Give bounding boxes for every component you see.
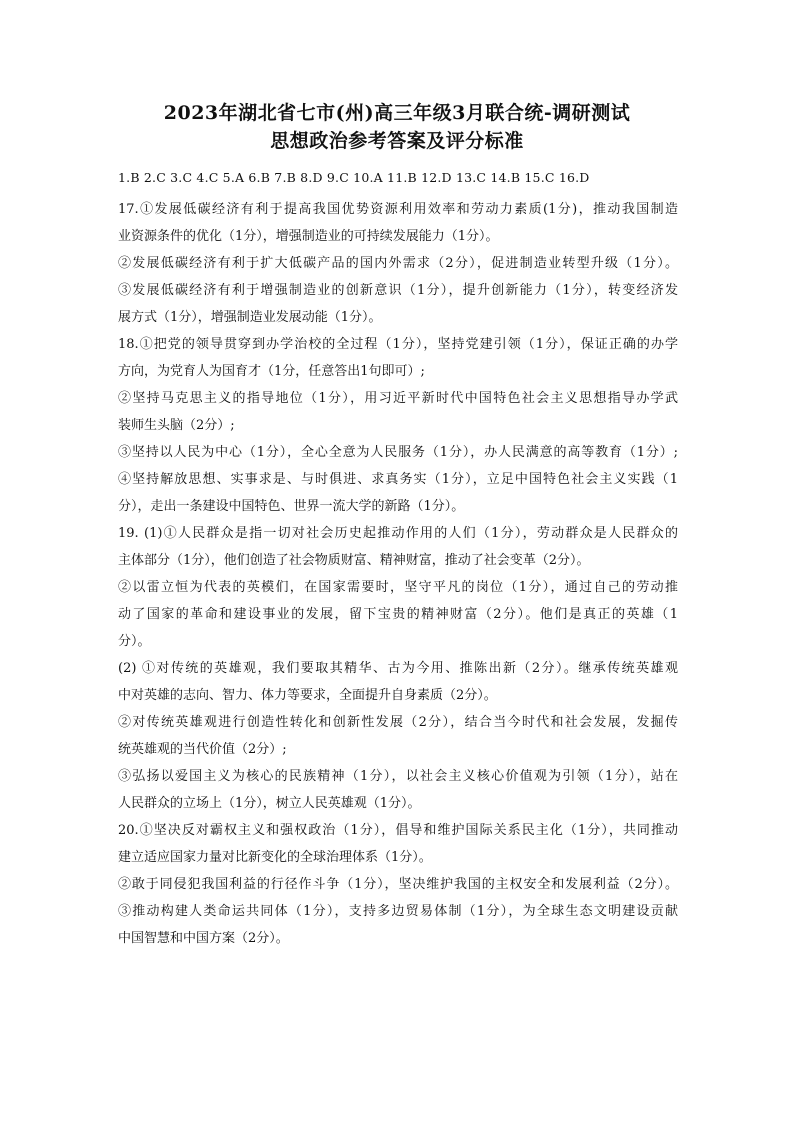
answer-line: 17.①发展低碳经济有利于提高我国优势资源利用效率和劳动力素质(1分)，推动我国制造 — [118, 202, 678, 217]
answer-line: 中国智慧和中国方案（2分）。 — [118, 931, 289, 946]
answer-line: ②对传统英雄观进行创造性转化和创新性发展（2分），结合当今时代和社会发展，发掘传 — [118, 715, 678, 730]
answer-body — [118, 196, 678, 952]
answer-line: 人民群众的立场上（1分），树立人民英雄观（1分）。 — [118, 796, 421, 811]
answer-line: 方向，为党育人为国育才（1分，任意答出1句即可）; — [118, 364, 425, 379]
answer-line: 动了国家的革命和建设事业的发展，留下宝贵的精神财富（2分）。他们是真正的英雄（1 — [118, 607, 678, 622]
answer-line: ③发展低碳经济有利于增强制造业的创新意识（1分），提升创新能力（1分），转变经济发 — [118, 283, 678, 298]
answer-line: 19. (1)①人民群众是指一切对社会历史起推动作用的人们（1分），劳动群众是人民群众的 — [118, 526, 678, 541]
page-subtitle: 思想政治参考答案及评分标准 — [270, 130, 524, 152]
answer-line: 分）。 — [118, 634, 151, 649]
answer-line: 18.①把党的领导贯穿到办学治校的全过程（1分），坚持党建引领（1分），保证正确的办学 — [118, 337, 678, 352]
answer-line: ②发展低碳经济有利于扩大低碳产品的国内外需求（2分），促进制造业转型升级（1分）。 — [118, 256, 678, 271]
page-title: 2023年湖北省七市(州)高三年级3月联合统-调研测试 — [163, 102, 631, 124]
answer-line: (2) ①对传统的英雄观，我们要取其精华、古为今用、推陈出新（2分）。继承传统英雄观 — [118, 661, 678, 676]
answer-line: 业资源条件的优化（1分），增强制造业的可持续发展能力（1分）。 — [118, 229, 499, 244]
answer-line: 分），走出一条建设中国特色、世界一流大学的新路（1分）。 — [118, 499, 465, 514]
answer-line: 中对英雄的志向、智力、体力等要求，全面提升自身素质（2分）。 — [118, 688, 497, 703]
answer-line: ③坚持以人民为中心（1分），全心全意为人民服务（1分），办人民满意的高等教育（1分）; — [118, 445, 678, 460]
answer-line: 装师生头脑（2分）; — [118, 418, 235, 433]
answer-line: 展方式（1分），增强制造业发展动能（1分）。 — [118, 310, 382, 325]
answer-line: ②以雷立恒为代表的英模们，在国家需要时，坚守平凡的岗位（1分），通过自己的劳动推 — [118, 580, 678, 595]
answer-line: ②敢于同侵犯我国利益的行径作斗争（1分），坚决维护我国的主权安全和发展利益（2分）。 — [118, 877, 678, 892]
answer-line: 建立适应国家力量对比新变化的全球治理体系（1分）。 — [118, 850, 432, 865]
choice-answers: 1.B 2.C 3.C 4.C 5.A 6.B 7.B 8.D 9.C 10.A 11.B 12.D 13.C 14.B 15.C 16.D — [118, 170, 590, 185]
answer-line: ③弘扬以爱国主义为核心的民族精神（1分），以社会主义核心价值观为引领（1分），站在 — [118, 769, 678, 784]
answer-line: ②坚持马克思主义的指导地位（1分），用习近平新时代中国特色社会主义思想指导办学武 — [118, 391, 678, 406]
answer-line: ④坚持解放思想、实事求是、与时俱进、求真务实（1分），立足中国特色社会主义实践（1 — [118, 472, 678, 487]
answer-line: 主体部分（1分），他们创造了社会物质财富、精神财富，推动了社会变革（2分）。 — [118, 553, 590, 568]
answer-line: 统英雄观的当代价值（2分）; — [118, 742, 287, 757]
answer-line: 20.①坚决反对霸权主义和强权政治（1分），倡导和维护国际关系民主化（1分），共同推动 — [118, 823, 678, 838]
answer-line: ③推动构建人类命运共同体（1分），支持多边贸易体制（1分），为全球生态文明建设贡献 — [118, 904, 678, 919]
